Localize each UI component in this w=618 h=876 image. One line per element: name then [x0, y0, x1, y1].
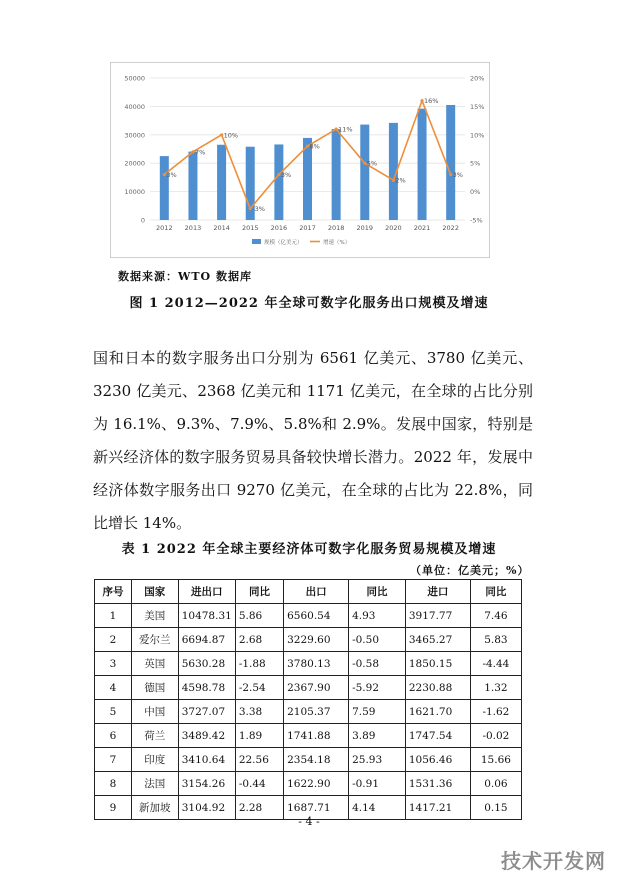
row-total-yoy: 22.56 [235, 748, 283, 772]
row-total: 3489.42 [178, 724, 235, 748]
col-header-export: 出口 [284, 580, 349, 604]
y-right-tick-label: 10% [470, 131, 485, 140]
data-label: 8% [309, 142, 320, 151]
bar [274, 144, 283, 220]
row-total: 5630.28 [178, 652, 235, 676]
y-left-tick-label: 30000 [124, 131, 145, 140]
col-header-import: 进口 [405, 580, 470, 604]
row-export: 1622.90 [284, 772, 349, 796]
table-row [95, 748, 522, 772]
table-row [95, 628, 522, 652]
row-export: 1741.88 [284, 724, 349, 748]
col-header-country: 国家 [131, 580, 178, 604]
data-label: 11% [338, 125, 353, 134]
row-total-yoy: 3.38 [235, 700, 283, 724]
data-label: 3% [280, 171, 292, 180]
row-index: 9 [95, 796, 132, 820]
row-total-yoy: 2.68 [235, 628, 283, 652]
row-total-yoy: 5.86 [235, 604, 283, 628]
legend-line-label: 增速（%） [323, 240, 351, 246]
col-header-total: 进出口 [178, 580, 235, 604]
x-tick-label: 2015 [241, 224, 259, 232]
row-import: 3465.27 [405, 628, 470, 652]
data-table [94, 579, 522, 820]
row-export: 3229.60 [284, 628, 349, 652]
table-row [95, 772, 522, 796]
row-country: 新加坡 [131, 796, 178, 820]
data-label: 3% [452, 171, 463, 180]
col-header-index: 序号 [95, 580, 132, 604]
row-total: 3104.92 [178, 796, 235, 820]
row-index: 7 [95, 748, 132, 772]
row-export: 1687.71 [284, 796, 349, 820]
x-tick-label: 2022 [442, 224, 459, 232]
body-paragraph: 国和日本的数字服务出口分别为 6561 亿美元、3780 亿美元、3230 亿美元、2368 亿美元和 1171 亿美元，在全球的占比分别为 16.1%、9.3%、7.9%、5.8%和 2.9%。发展中国家，特别是新兴经济体的数字服务贸易具备较快增长潜力。2022 年，发展中经济体数字服务出口 9270 亿美元，在全球的占比为 22.8%，同比增长 14%。 [93, 349, 533, 532]
figure-title: 图 1 2012—2022 年全球可数字化服务出口规模及增速 [129, 296, 489, 311]
table-title: 表 1 2022 年全球主要经济体可数字化服务贸易规模及增速 [121, 542, 497, 557]
data-label: 16% [424, 97, 439, 106]
row-export-yoy: -0.58 [349, 652, 406, 676]
x-tick-label: 2019 [356, 224, 374, 232]
x-tick-label: 2017 [299, 224, 316, 232]
row-country: 英国 [131, 652, 178, 676]
row-import-yoy: 15.66 [470, 748, 521, 772]
data-label: 7% [194, 148, 206, 157]
row-export-yoy: 7.59 [349, 700, 406, 724]
table-row [95, 676, 522, 700]
row-total-yoy: -2.54 [235, 676, 283, 700]
row-index: 1 [95, 604, 132, 628]
row-import: 1056.46 [405, 748, 470, 772]
y-left-tick-label: 20000 [124, 159, 145, 168]
figure-source: 数据来源：WTO 数据库 [118, 270, 252, 283]
row-import: 1621.70 [405, 700, 470, 724]
col-header-export-yoy: 同比 [349, 580, 406, 604]
col-header-total-yoy: 同比 [235, 580, 283, 604]
legend-bar-label: 规模（亿美元） [264, 240, 303, 246]
y-right-tick-label: -5% [470, 216, 483, 225]
row-country: 荷兰 [131, 724, 178, 748]
row-total-yoy: 2.28 [235, 796, 283, 820]
y-left-tick-label: 40000 [124, 102, 145, 111]
x-tick-label: 2016 [270, 224, 288, 232]
row-import-yoy: -4.44 [470, 652, 521, 676]
row-import: 1531.36 [405, 772, 470, 796]
row-index: 3 [95, 652, 132, 676]
row-import: 3917.77 [405, 604, 470, 628]
row-index: 8 [95, 772, 132, 796]
row-country: 德国 [131, 676, 178, 700]
row-country: 爱尔兰 [131, 628, 178, 652]
data-label: 2% [395, 176, 406, 185]
bar [360, 125, 369, 220]
x-tick-label: 2013 [184, 224, 202, 232]
row-export-yoy: -0.50 [349, 628, 406, 652]
table-unit: （单位：亿美元；%） [410, 564, 530, 577]
table-header-row [95, 580, 522, 604]
row-export: 2354.18 [284, 748, 349, 772]
row-import: 1850.15 [405, 652, 470, 676]
row-total-yoy: -1.88 [235, 652, 283, 676]
legend-bar-swatch [252, 239, 261, 244]
y-right-tick-label: 20% [470, 74, 485, 83]
row-import: 1417.21 [405, 796, 470, 820]
x-tick-label: 2014 [213, 224, 230, 232]
y-right-tick-label: 0% [470, 188, 481, 197]
row-import-yoy: -1.62 [470, 700, 521, 724]
row-export-yoy: 4.14 [349, 796, 406, 820]
page-number: - 4 - [298, 815, 320, 828]
row-export-yoy: 25.93 [349, 748, 406, 772]
data-label: 5% [366, 159, 378, 168]
x-tick-label: 2018 [327, 224, 345, 232]
y-left-tick-label: 10000 [124, 188, 145, 197]
row-import: 1747.54 [405, 724, 470, 748]
row-index: 2 [95, 628, 132, 652]
row-index: 6 [95, 724, 132, 748]
row-import-yoy: 0.06 [470, 772, 521, 796]
y-right-tick-label: 15% [470, 102, 485, 111]
row-total: 4598.78 [178, 676, 235, 700]
x-tick-label: 2020 [385, 224, 402, 232]
y-right-tick-label: 5% [470, 159, 481, 168]
y-left-tick-label: 50000 [124, 74, 145, 83]
row-import-yoy: -0.02 [470, 724, 521, 748]
row-country: 中国 [131, 700, 178, 724]
bar [217, 145, 226, 220]
table-row [95, 724, 522, 748]
row-import: 2230.88 [405, 676, 470, 700]
bar [418, 109, 427, 220]
table-row [95, 604, 522, 628]
table-row [95, 652, 522, 676]
col-header-import-yoy: 同比 [470, 580, 521, 604]
row-index: 5 [95, 700, 132, 724]
row-country: 美国 [131, 604, 178, 628]
row-index: 4 [95, 676, 132, 700]
chart-svg [110, 62, 490, 258]
data-label: 10% [223, 131, 239, 140]
row-export-yoy: -5.92 [349, 676, 406, 700]
watermark: 技术开发网 [501, 849, 606, 873]
table-row [95, 700, 522, 724]
bar [332, 129, 341, 220]
row-export-yoy: -0.91 [349, 772, 406, 796]
row-total: 10478.31 [178, 604, 235, 628]
chart [110, 62, 490, 258]
row-import-yoy: 5.83 [470, 628, 521, 652]
x-tick-label: 2012 [156, 224, 173, 232]
row-export: 2105.37 [284, 700, 349, 724]
data-label: -3% [252, 205, 265, 214]
x-tick-label: 2021 [413, 224, 431, 232]
row-export: 3780.13 [284, 652, 349, 676]
row-total-yoy: -0.44 [235, 772, 283, 796]
row-import-yoy: 0.15 [470, 796, 521, 820]
row-total: 3154.26 [178, 772, 235, 796]
row-export-yoy: 3.89 [349, 724, 406, 748]
row-country: 法国 [131, 772, 178, 796]
bar [160, 156, 169, 220]
bar [446, 105, 455, 220]
row-country: 印度 [131, 748, 178, 772]
data-label: 3% [166, 171, 177, 180]
row-export-yoy: 4.93 [349, 604, 406, 628]
y-left-tick-label: 0 [140, 216, 145, 225]
row-export: 6560.54 [284, 604, 349, 628]
row-import-yoy: 7.46 [470, 604, 521, 628]
row-import-yoy: 1.32 [470, 676, 521, 700]
bar [188, 152, 197, 220]
row-export: 2367.90 [284, 676, 349, 700]
row-total: 3410.64 [178, 748, 235, 772]
row-total: 6694.87 [178, 628, 235, 652]
row-total: 3727.07 [178, 700, 235, 724]
row-total-yoy: 1.89 [235, 724, 283, 748]
